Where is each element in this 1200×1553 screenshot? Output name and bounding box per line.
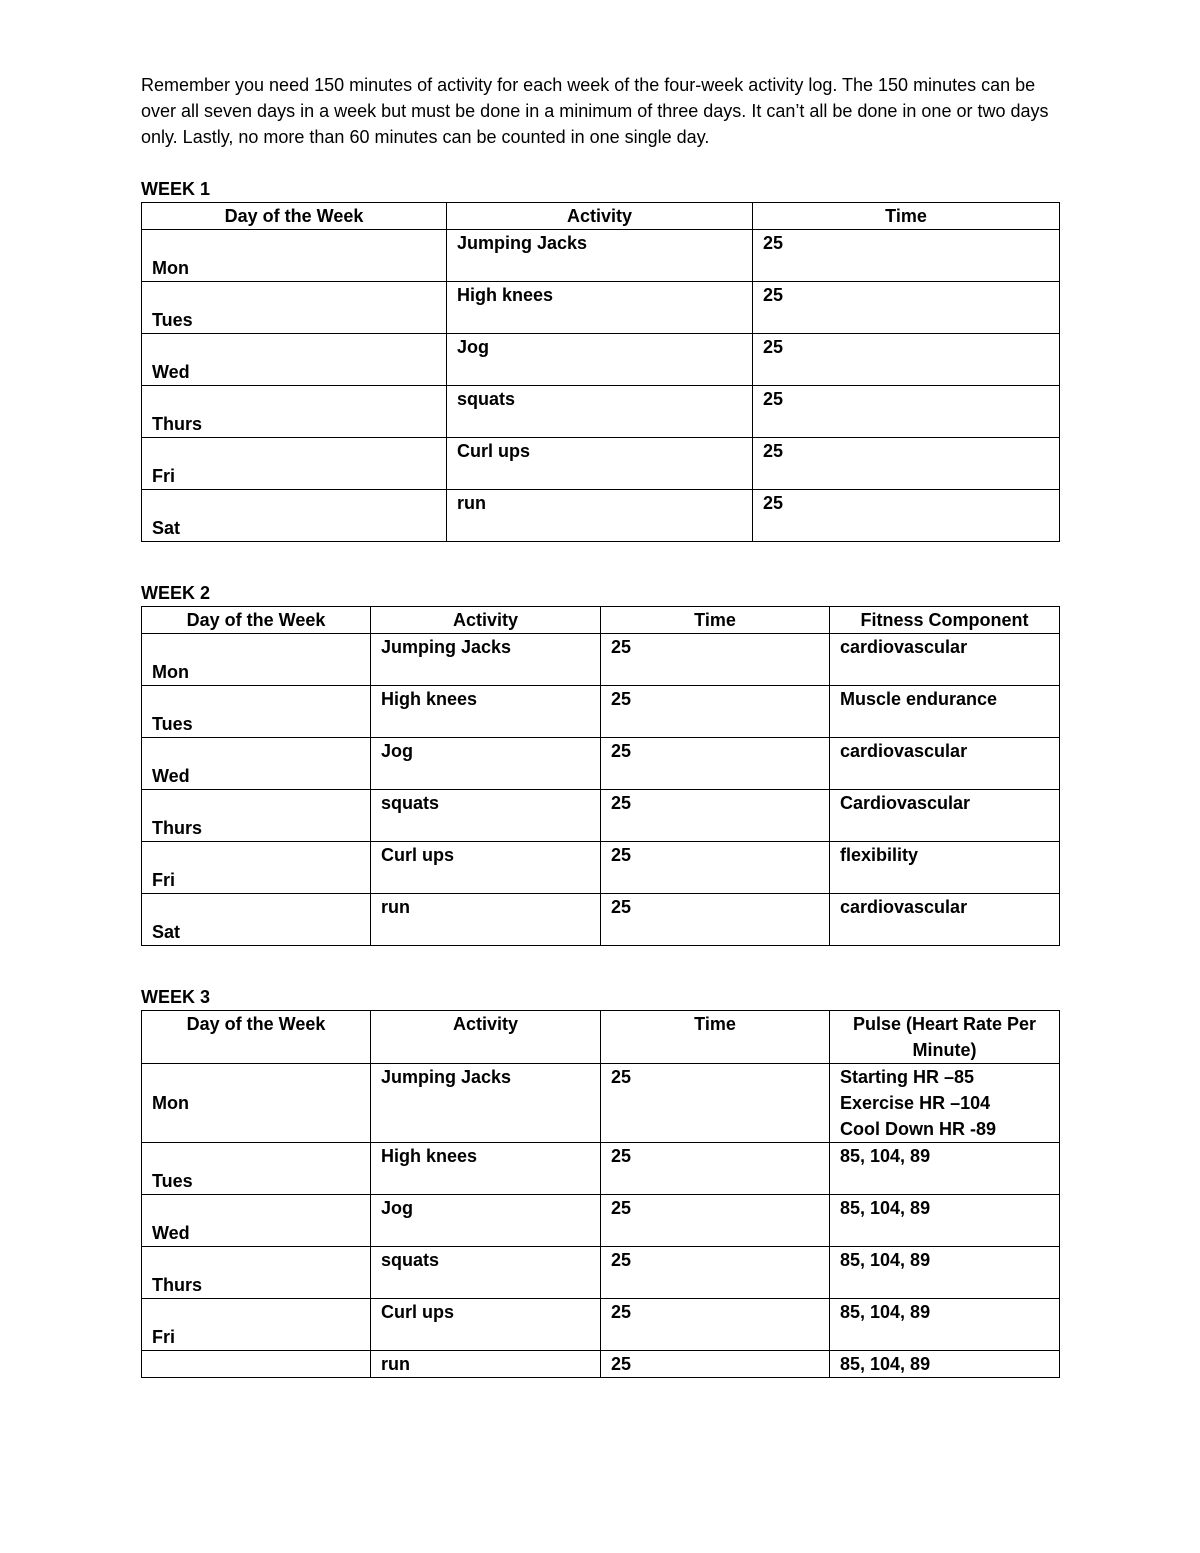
week3-title: WEEK 3: [141, 987, 211, 1007]
activity-cell: run: [371, 1351, 601, 1378]
table-row: [142, 686, 1060, 738]
day-cell: [142, 1064, 371, 1143]
day-label: Sat: [152, 518, 181, 538]
week3-table: [141, 1010, 1060, 1378]
activity-cell: High knees: [371, 686, 601, 738]
table-row: [142, 1064, 1060, 1143]
pulse-exercise-hr: Exercise HR –104: [840, 1093, 991, 1113]
fitness-component-cell: Muscle endurance: [830, 686, 1060, 738]
activity-cell: Jog: [371, 1195, 601, 1247]
table-header-row: [142, 1011, 1060, 1064]
activity-cell: High knees: [447, 282, 753, 334]
day-cell: [142, 1143, 371, 1195]
intro-paragraph: Remember you need 150 minutes of activity for each week of the four-week activity log. The 150 minutes can be over all seven days in a week but must be done in a minimum of three days. It can’t all be done in one or two days only. Lastly, no more than 60 minutes can be counted in one single day.: [141, 75, 1049, 147]
day-label: Thurs: [152, 1275, 203, 1295]
day-cell: [142, 634, 371, 686]
day-cell: [142, 1299, 371, 1351]
day-cell: [142, 334, 447, 386]
day-label: Fri: [152, 870, 176, 890]
fitness-component-cell: cardiovascular: [830, 634, 1060, 686]
day-cell: [142, 894, 371, 946]
activity-cell: Curl ups: [447, 438, 753, 490]
activity-cell: squats: [447, 386, 753, 438]
pulse-cooldown-hr: Cool Down HR -89: [840, 1119, 996, 1139]
day-label: Thurs: [152, 818, 203, 838]
table-row: [142, 386, 1060, 438]
fitness-component-cell: cardiovascular: [830, 738, 1060, 790]
day-label: Mon: [152, 258, 189, 278]
pulse-cell: 85, 104, 89: [830, 1351, 1060, 1378]
table-row: [142, 490, 1060, 542]
table-row: [142, 334, 1060, 386]
activity-cell: Jumping Jacks: [447, 230, 753, 282]
table-row: [142, 1247, 1060, 1299]
time-cell: 25: [601, 1299, 830, 1351]
day-cell: [142, 438, 447, 490]
day-cell: [142, 490, 447, 542]
column-header: Time: [601, 1011, 830, 1064]
table-row: [142, 438, 1060, 490]
table-row: [142, 1195, 1060, 1247]
fitness-component-cell: Cardiovascular: [830, 790, 1060, 842]
day-cell: [142, 1247, 371, 1299]
table-row: [142, 738, 1060, 790]
day-cell: [142, 282, 447, 334]
table-header-row: [142, 203, 1060, 230]
time-cell: 25: [601, 738, 830, 790]
activity-cell: Jumping Jacks: [371, 634, 601, 686]
day-label: Tues: [152, 714, 193, 734]
time-cell: 25: [601, 1247, 830, 1299]
activity-cell: Curl ups: [371, 842, 601, 894]
day-cell: [142, 230, 447, 282]
time-cell: 25: [753, 334, 1060, 386]
time-cell: 25: [753, 282, 1060, 334]
table-row: [142, 230, 1060, 282]
column-header: Day of the Week: [142, 203, 447, 230]
column-header: Activity: [371, 1011, 601, 1064]
activity-cell: Curl ups: [371, 1299, 601, 1351]
day-label: Wed: [152, 1223, 190, 1243]
column-header: Activity: [371, 607, 601, 634]
pulse-cell: 85, 104, 89: [830, 1247, 1060, 1299]
time-cell: 25: [753, 230, 1060, 282]
column-header: Day of the Week: [142, 1011, 371, 1064]
day-label: Fri: [152, 1327, 176, 1347]
time-cell: 25: [753, 438, 1060, 490]
time-cell: 25: [601, 686, 830, 738]
day-cell: [142, 790, 371, 842]
column-header: Fitness Component: [830, 607, 1060, 634]
time-cell: 25: [601, 842, 830, 894]
time-cell: 25: [601, 1143, 830, 1195]
activity-cell: Jumping Jacks: [371, 1064, 601, 1143]
table-row: [142, 894, 1060, 946]
day-label: Thurs: [152, 414, 203, 434]
day-label: Wed: [152, 362, 190, 382]
activity-cell: run: [447, 490, 753, 542]
column-header: Time: [601, 607, 830, 634]
column-header: Pulse (Heart Rate Per Minute): [830, 1011, 1060, 1064]
week2-table: [141, 606, 1060, 946]
time-cell: 25: [601, 1064, 830, 1143]
column-header: Activity: [447, 203, 753, 230]
day-cell: [142, 842, 371, 894]
time-cell: 25: [601, 634, 830, 686]
time-cell: 25: [601, 1195, 830, 1247]
day-cell: [142, 1195, 371, 1247]
activity-cell: High knees: [371, 1143, 601, 1195]
column-header: Time: [753, 203, 1060, 230]
week2-title: WEEK 2: [141, 583, 211, 603]
time-cell: 25: [753, 490, 1060, 542]
day-label: Mon: [152, 1093, 189, 1113]
week1-table: [141, 202, 1060, 542]
activity-cell: squats: [371, 790, 601, 842]
time-cell: 25: [601, 1351, 830, 1378]
column-header: Day of the Week: [142, 607, 371, 634]
activity-cell: run: [371, 894, 601, 946]
table-row: [142, 282, 1060, 334]
day-label: Tues: [152, 1171, 193, 1191]
day-cell: [142, 386, 447, 438]
table-row: [142, 1299, 1060, 1351]
table-row: [142, 1351, 1060, 1378]
day-label: Fri: [152, 466, 176, 486]
table-row: [142, 790, 1060, 842]
pulse-cell: [830, 1064, 1060, 1143]
day-label: Sat: [152, 922, 181, 942]
pulse-cell: 85, 104, 89: [830, 1143, 1060, 1195]
activity-cell: Jog: [447, 334, 753, 386]
day-label: Tues: [152, 310, 193, 330]
day-cell: [142, 686, 371, 738]
time-cell: 25: [753, 386, 1060, 438]
time-cell: 25: [601, 790, 830, 842]
table-row: [142, 842, 1060, 894]
table-row: [142, 1143, 1060, 1195]
fitness-component-cell: flexibility: [830, 842, 1060, 894]
pulse-cell: 85, 104, 89: [830, 1195, 1060, 1247]
day-cell: [142, 738, 371, 790]
week1-title: WEEK 1: [141, 179, 211, 199]
table-row: [142, 634, 1060, 686]
day-label: Wed: [152, 766, 190, 786]
day-label: Mon: [152, 662, 189, 682]
time-cell: 25: [601, 894, 830, 946]
activity-cell: squats: [371, 1247, 601, 1299]
pulse-starting-hr: Starting HR –85: [840, 1067, 975, 1087]
table-header-row: [142, 607, 1060, 634]
day-cell: [142, 1351, 371, 1378]
pulse-cell: 85, 104, 89: [830, 1299, 1060, 1351]
activity-cell: Jog: [371, 738, 601, 790]
fitness-component-cell: cardiovascular: [830, 894, 1060, 946]
